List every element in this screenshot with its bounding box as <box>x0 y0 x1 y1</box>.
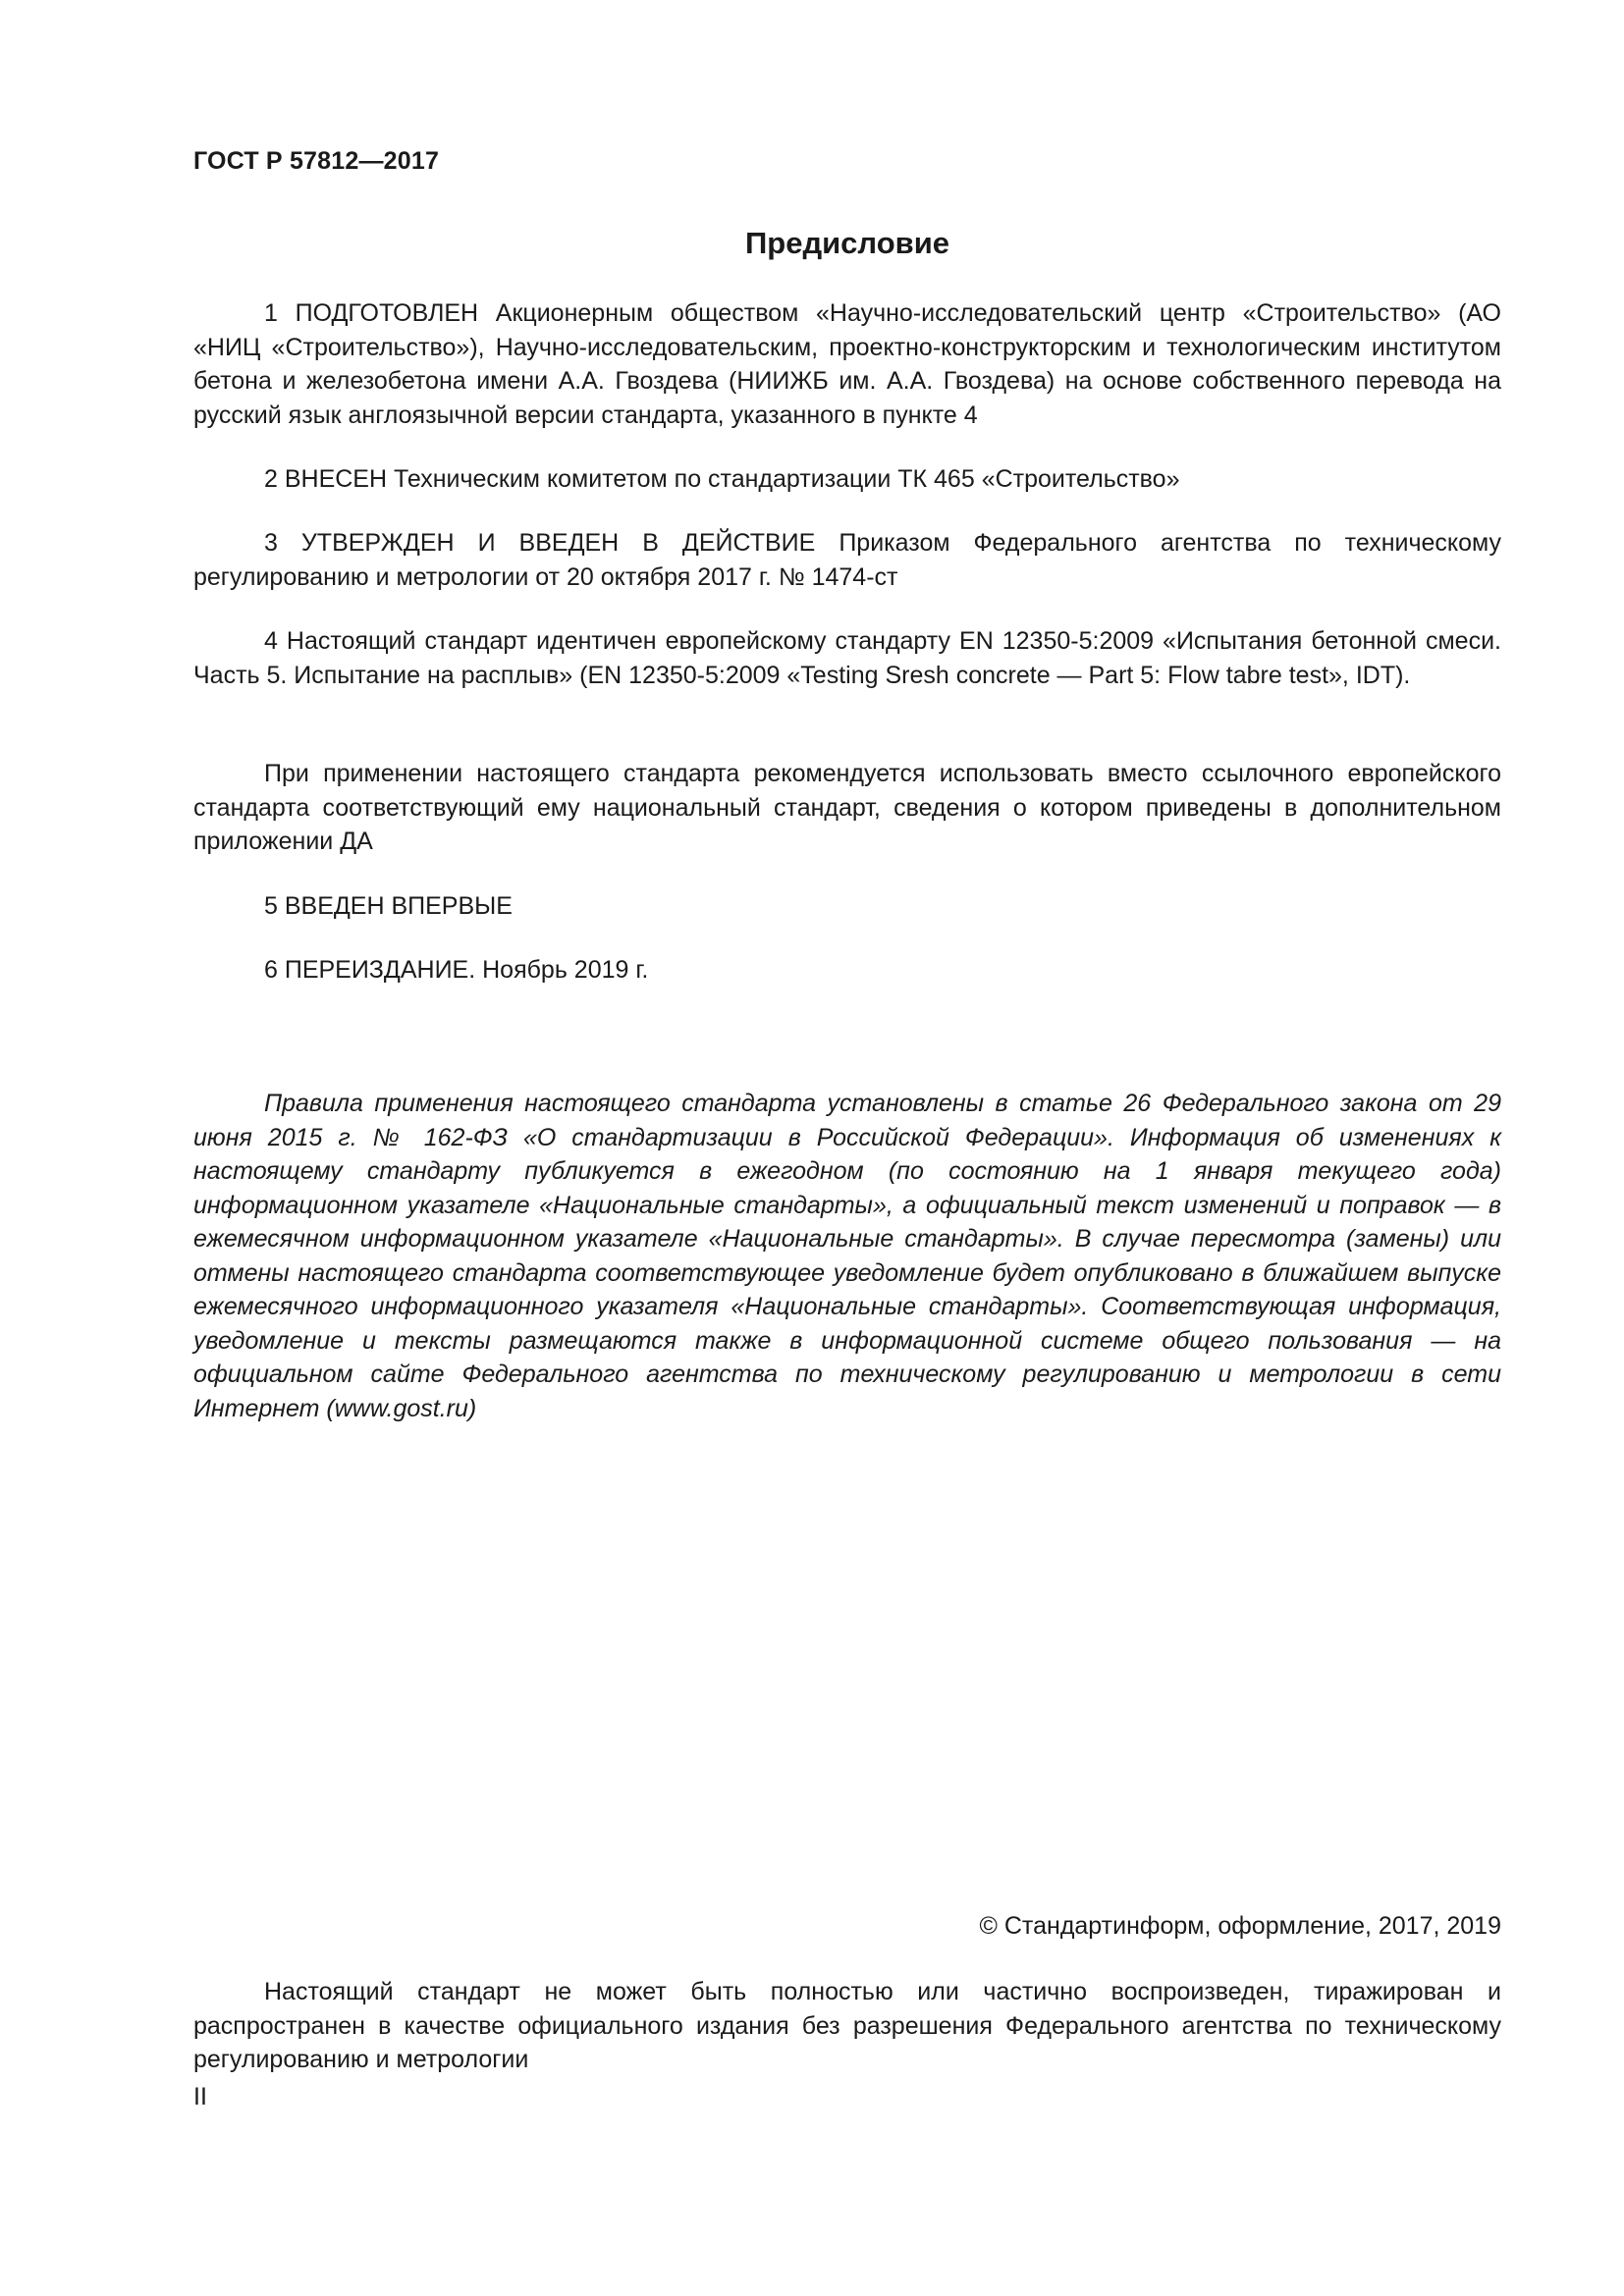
foreword-item-4-note: При применении настоящего стандарта рекомендуется использовать вместо ссылочного европейского стандарта соответствующий ему национальный стандарт, сведения о котором приведены в дополнительном приложении ДА <box>193 760 1501 855</box>
standard-code: ГОСТ Р 57812—2017 <box>193 147 440 175</box>
foreword-item-1: 1 ПОДГОТОВЛЕН Акционерным обществом «Научно-исследовательский центр «Строительство» (АО «НИЦ «Строительство»), Научно-исследовательским, проектно-конструкторским и технологическим институтом бетона и железобетона имени А.А. Гвоздева (НИИЖБ им. А.А. Гвоздева) на основе собственного перевода на русский язык англоязычной версии стандарта, указанного в пункте 4 <box>193 299 1501 429</box>
page-title: Предисловие <box>744 226 949 260</box>
foreword-item-2: 2 ВНЕСЕН Техническим комитетом по стандартизации ТК 465 «Строительство» <box>264 465 1180 493</box>
page-number: II <box>193 2083 207 2110</box>
copyright-line: © Стандартинформ, оформление, 2017, 2019 <box>979 1912 1501 1940</box>
foreword-item-6: 6 ПЕРЕИЗДАНИЕ. Ноябрь 2019 г. <box>264 956 649 984</box>
foreword-item-5: 5 ВВЕДЕН ВПЕРВЫЕ <box>264 892 513 920</box>
foreword-item-3: 3 УТВЕРЖДЕН И ВВЕДЕН В ДЕЙСТВИЕ Приказом Федерального агентства по техническому регулированию и метрологии от 20 октября 2017 г. № 1474-ст <box>193 529 1501 591</box>
rules-notice: Правила применения настоящего стандарта установлены в статье 26 Федерального закона от 29 июня 2015 г. № 162-ФЗ «О стандартизации в Российской Федерации». Информация об изменениях к настоящему стандарту публикуется в ежегодном (по состоянию на 1 января текущего года) информационном указателе «Национальные стандарты», а официальный текст изменений и поправок — в ежемесячном информационном указателе «Национальные стандарты». В случае пересмотра (замены) или отмены настоящего стандарта соответствующее уведомление будет опубликовано в ближайшем выпуске ежемесячного информационного указателя «Национальные стандарты». Соответствующая информация, уведомление и тексты размещаются также в информационной системе общего пользования — на официальном сайте Федерального агентства по техническому регулированию и метрологии в сети Интернет (www.gost.ru) <box>193 1090 1501 1422</box>
foreword-item-4: 4 Настоящий стандарт идентичен европейскому стандарту EN 12350-5:2009 «Испытания бетонной смеси. Часть 5. Испытание на расплыв» (EN 12350-5:2009 «Testing Sresh concrete — Part 5: Flow tabre test», IDT). <box>193 627 1501 689</box>
reproduction-notice: Настоящий стандарт не может быть полностью или частично воспроизведен, тиражирован и распространен в качестве официального издания без разрешения Федерального агентства по техническому регулированию и метрологии <box>193 1978 1501 2073</box>
